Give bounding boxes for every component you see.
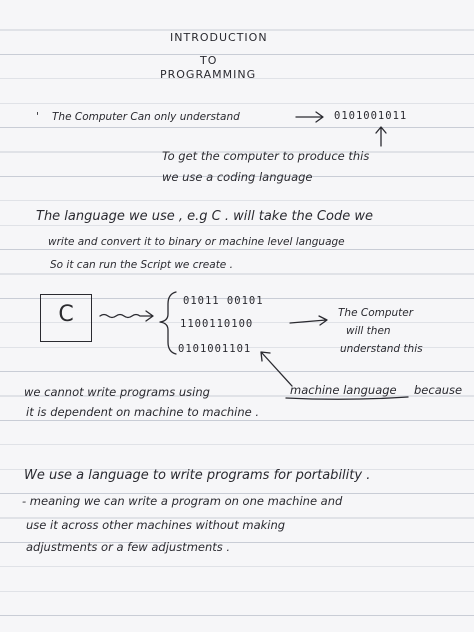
- section4-line4: adjustments or a few adjustments .: [26, 540, 231, 554]
- brace-icon: [160, 292, 176, 354]
- machine-language-phrase: machine language: [290, 383, 397, 397]
- diagram-result-line3: understand this: [340, 343, 423, 355]
- section3-line1-start: we cannot write programs using: [24, 385, 210, 399]
- section1-note-line1: To get the computer to produce this: [162, 149, 370, 163]
- section2-line1: The language we use , e.g C . will take the Code we: [36, 209, 373, 224]
- section4-line1: We use a language to write programs for portability .: [24, 468, 371, 483]
- section2-line2: write and convert it to binary or machine level language: [48, 236, 345, 248]
- binary-example: 0101001011: [334, 110, 408, 122]
- result-arrow-icon: [290, 316, 327, 325]
- section3-line2: it is dependent on machine to machine .: [26, 405, 260, 419]
- section4-line2: - meaning we can write a program on one machine and: [22, 494, 343, 508]
- c-language-label: C: [58, 302, 74, 327]
- title-line-1: INTRODUCTION: [170, 31, 268, 44]
- section1-note-line2: we use a coding language: [162, 170, 313, 184]
- section2-line3: So it can run the Script we create .: [50, 259, 233, 271]
- arrow-up-left-icon: [261, 352, 292, 386]
- section3-line1-end: because: [414, 383, 463, 397]
- bullet-mark: ': [36, 111, 39, 123]
- diagram-binary-3: 0101001101: [178, 343, 252, 355]
- arrow-right-icon: [296, 112, 323, 122]
- section4-line3: use it across other machines without making: [26, 518, 286, 532]
- diagram-binary-2: 1100110100: [180, 318, 254, 330]
- diagram-result-line1: The Computer: [338, 307, 414, 319]
- wavy-arrow-icon: [100, 311, 153, 321]
- machine-language-underline: [286, 397, 408, 399]
- diagram-result-line2: will then: [346, 325, 391, 337]
- title-line-3: PROGRAMMING: [160, 68, 257, 81]
- arrow-up-icon: [376, 127, 386, 146]
- diagram-binary-1: 01011 00101: [183, 295, 264, 307]
- title-line-2: TO: [200, 54, 218, 67]
- section1-line1: The Computer Can only understand: [52, 111, 240, 123]
